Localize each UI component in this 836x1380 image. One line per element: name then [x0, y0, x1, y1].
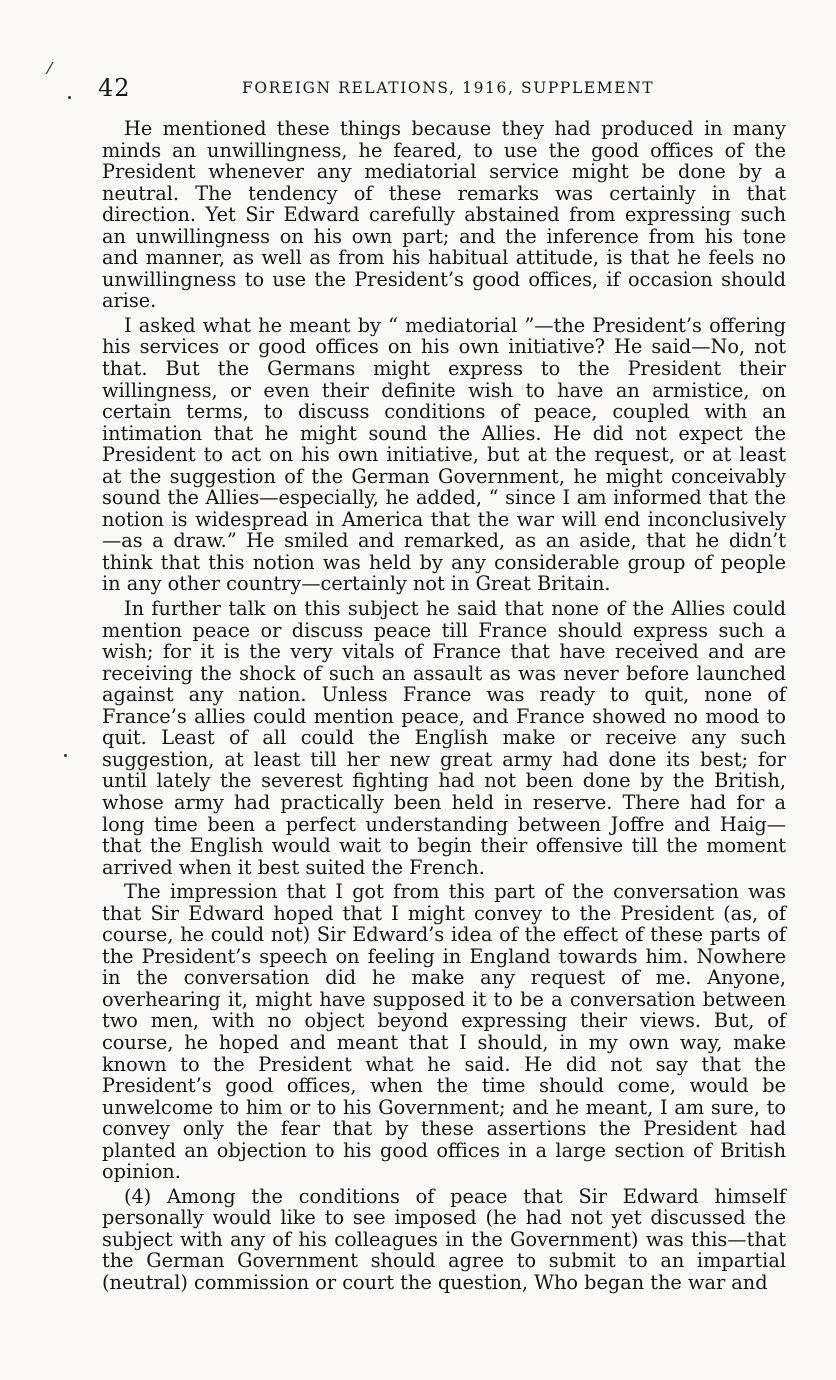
- paragraph: He mentioned these things because they had produced in many minds an unwillingness, he feared, to use the good offices of the President whenever any mediatorial service might be done by a neutral. The tendency of these remarks was certainly in that direction. Yet Sir Edward carefully abstained from expressing such an unwillingness on his own part; and the inference from his tone and manner, as well as from his habitual attitude, is that he feels no unwillingness to use the President’s good offices, if occasion should arise.: [102, 117, 786, 313]
- paragraph: (4) Among the conditions of peace that Sir Edward himself personally would like to see imposed (he had not yet discussed the subject with any of his colleagues in the Government) was this—that the German Government should agree to submit to an impartial (neutral) commission or court the question, Who began the war and: [102, 1184, 786, 1294]
- page-number: 42: [98, 74, 131, 102]
- stray-pen-mark: /: [45, 57, 55, 78]
- body-text: [102, 118, 786, 1294]
- stray-dot-mark: [64, 754, 67, 757]
- paragraph: I asked what he meant by “ mediatorial ”—the President’s offering his services or good offices on his own initiative? He said—No, not that. But the Germans might express to the President their willingness, or even their definite wish to have an armistice, on certain terms, to discuss conditions of peace, coupled with an intimation that he might sound the Allies. He did not expect the President to act on his own initiative, but at the request, or at least at the suggestion of the German Government, he might conceivably sound the Allies—especially, he added, “ since I am informed that the notion is widespread in America that the war will end inconclusively—as a draw.” He smiled and remarked, as an aside, that he didn’t think that this notion was held by any considerable group of people in any other country—certainly not in Great Britain.: [102, 313, 786, 596]
- paragraph: The impression that I got from this part of the conversation was that Sir Edward hoped that I might convey to the President (as, of course, he could not) Sir Edward’s idea of the effect of these parts of the President’s speech on feeling in England towards him. Nowhere in the conversation did he make any request of me. Anyone, overhearing it, might have supposed it to be a conversation between two men, with no object beyond expressing their views. But, of course, he hoped and meant that I should, in my own way, make known to the President what he said. He did not say that the President’s good offices, when the time should come, would be unwelcome to him or to his Government; and he meant, I am sure, to convey only the fear that by these assertions the President had planted an objection to his good offices in a large section of British opinion.: [102, 880, 786, 1184]
- stray-dot-mark: [68, 96, 71, 99]
- page-header: [98, 72, 786, 106]
- running-head: FOREIGN RELATIONS, 1916, SUPPLEMENT: [242, 79, 655, 97]
- paragraph: In further talk on this subject he said that none of the Allies could mention peace or discuss peace till France should express such a wish; for it is the very vitals of France that have received and are receiving the shock of such an assault as was never before launched against any nation. Unless France was ready to quit, none of France’s allies could mention peace, and France showed no mood to quit. Least of all could the English make or receive any such suggestion, at least till her new great army had done its best; for until lately the severest fighting had not been done by the British, whose army had practically been held in reserve. There had for a long time been a perfect understanding between Joffre and Haig—that the English would wait to begin their offensive till the moment arrived when it best suited the French.: [102, 597, 786, 879]
